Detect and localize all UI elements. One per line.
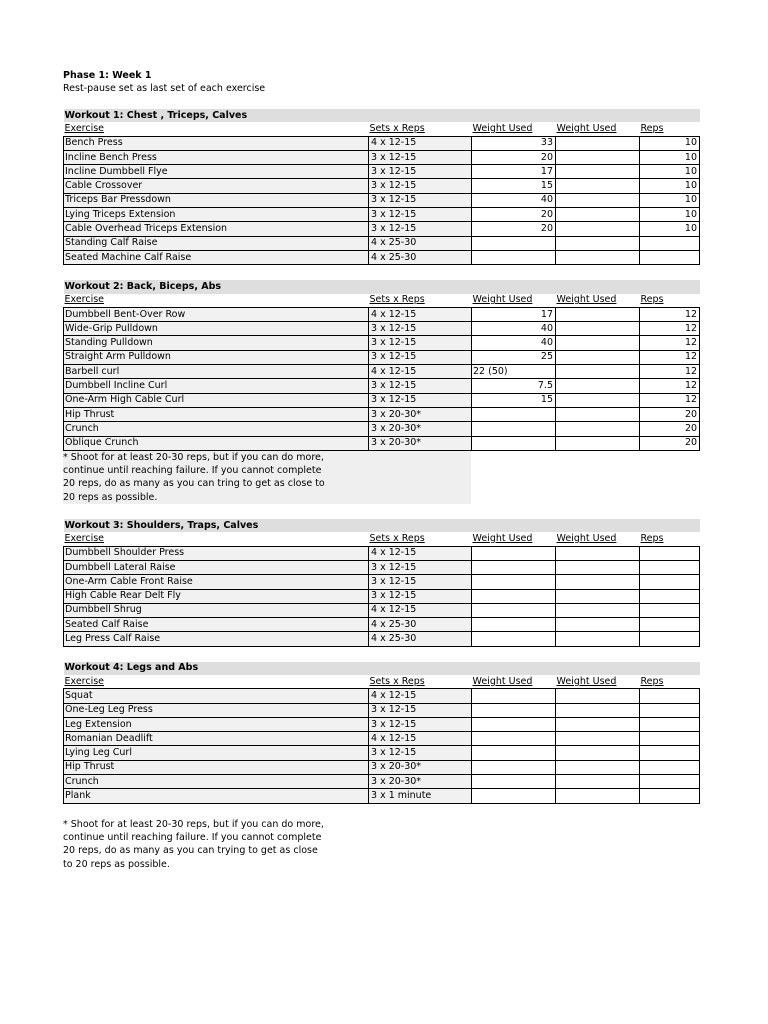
cell-exercise: High Cable Rear Delt Fly: [64, 589, 369, 603]
cell-sets: 3 x 12-15: [369, 336, 472, 350]
note-line: continue until reaching failure. If you cannot complete: [63, 465, 322, 477]
table-row: [64, 193, 700, 207]
cell-weight1: [472, 632, 556, 646]
cell-reps: 20: [640, 407, 700, 421]
cell-exercise: Crunch: [64, 775, 369, 789]
cell-reps: [640, 717, 700, 731]
cell-exercise: Seated Calf Raise: [64, 618, 369, 632]
cell-reps: 10: [640, 179, 700, 193]
cell-exercise: Hip Thrust: [64, 760, 369, 774]
cell-reps: 12: [640, 379, 700, 393]
cell-weight2: [556, 208, 640, 222]
cell-reps: 20: [640, 422, 700, 436]
cell-sets: 3 x 12-15: [369, 717, 472, 731]
cell-reps: [640, 789, 700, 803]
footnote-line: 20 reps, do as many as you can trying to get as close: [63, 845, 318, 857]
column-header-exercise: Exercise: [64, 675, 105, 687]
cell-sets: 4 x 12-15: [369, 136, 472, 150]
cell-weight2: [556, 393, 640, 407]
table-row: [64, 307, 700, 321]
cell-weight2: [556, 560, 640, 574]
cell-sets: 3 x 20-30*: [369, 760, 472, 774]
cell-weight2: [556, 193, 640, 207]
cell-sets: 3 x 1 minute: [369, 789, 472, 803]
cell-reps: [640, 703, 700, 717]
cell-weight2: [556, 422, 640, 436]
cell-sets: 3 x 12-15: [369, 350, 472, 364]
cell-weight1: [472, 717, 556, 731]
cell-reps: [640, 632, 700, 646]
column-header-weight1: Weight Used: [472, 294, 533, 306]
column-headers: [64, 532, 700, 546]
table-row: [64, 632, 700, 646]
cell-weight1: [472, 760, 556, 774]
cell-exercise: Bench Press: [64, 136, 369, 150]
cell-weight1: [472, 775, 556, 789]
cell-reps: [640, 732, 700, 746]
cell-reps: 10: [640, 208, 700, 222]
cell-weight2: [556, 150, 640, 164]
cell-weight1: [472, 603, 556, 617]
cell-weight2: [556, 336, 640, 350]
cell-reps: 10: [640, 150, 700, 164]
cell-sets: 3 x 20-30*: [369, 436, 472, 450]
cell-exercise: Dumbbell Lateral Raise: [64, 560, 369, 574]
cell-weight2: [556, 222, 640, 236]
cell-reps: 10: [640, 222, 700, 236]
note-line: * Shoot for at least 20-30 reps, but if you can do more,: [63, 451, 324, 463]
cell-weight1: [472, 789, 556, 803]
cell-exercise: One-Leg Leg Press: [64, 703, 369, 717]
cell-reps: 12: [640, 322, 700, 336]
cell-reps: 12: [640, 350, 700, 364]
table-row: [64, 336, 700, 350]
cell-sets: 3 x 20-30*: [369, 407, 472, 421]
cell-exercise: Dumbbell Shoulder Press: [64, 546, 369, 560]
table-row: [64, 589, 700, 603]
cell-weight2: [556, 632, 640, 646]
workout-table: [63, 280, 700, 451]
table-row: [64, 618, 700, 632]
cell-reps: [640, 603, 700, 617]
cell-reps: 12: [640, 365, 700, 379]
cell-weight1: [472, 436, 556, 450]
column-headers: [64, 122, 700, 136]
workout-title: Workout 4: Legs and Abs: [64, 662, 700, 675]
table-row: [64, 365, 700, 379]
cell-weight1: [472, 689, 556, 703]
cell-weight2: [556, 575, 640, 589]
cell-exercise: Straight Arm Pulldown: [64, 350, 369, 364]
cell-reps: [640, 746, 700, 760]
table-row: [64, 150, 700, 164]
cell-weight1: [472, 618, 556, 632]
cell-weight2: [556, 136, 640, 150]
cell-sets: 3 x 12-15: [369, 575, 472, 589]
column-header-weight2: Weight Used: [556, 122, 617, 134]
cell-sets: 4 x 25-30: [369, 236, 472, 250]
table-row: [64, 179, 700, 193]
cell-weight1: [472, 589, 556, 603]
column-header-sets: Sets x Reps: [369, 122, 425, 134]
cell-weight2: [556, 618, 640, 632]
cell-weight2: [556, 732, 640, 746]
workout-title: Workout 3: Shoulders, Traps, Calves: [64, 519, 700, 532]
cell-weight2: [556, 589, 640, 603]
column-headers: [64, 294, 700, 308]
column-header-weight1: Weight Used: [472, 122, 533, 134]
column-header-weight2: Weight Used: [556, 294, 617, 306]
cell-reps: [640, 689, 700, 703]
cell-sets: 3 x 12-15: [369, 703, 472, 717]
cell-exercise: Cable Crossover: [64, 179, 369, 193]
cell-weight2: [556, 365, 640, 379]
cell-sets: 3 x 12-15: [369, 193, 472, 207]
cell-exercise: Standing Calf Raise: [64, 236, 369, 250]
cell-reps: [640, 236, 700, 250]
cell-exercise: Romanian Deadlift: [64, 732, 369, 746]
column-header-reps: Reps: [640, 294, 664, 306]
column-header-sets: Sets x Reps: [369, 675, 425, 687]
cell-exercise: One-Arm High Cable Curl: [64, 393, 369, 407]
workout-table: [63, 519, 700, 647]
cell-weight1: [472, 575, 556, 589]
table-row: [64, 208, 700, 222]
table-row: [64, 603, 700, 617]
cell-weight1: [472, 732, 556, 746]
column-header-sets: Sets x Reps: [369, 532, 425, 544]
cell-exercise: Dumbbell Shrug: [64, 603, 369, 617]
cell-sets: 4 x 12-15: [369, 603, 472, 617]
cell-weight2: [556, 407, 640, 421]
cell-weight1: 20: [472, 208, 556, 222]
cell-sets: 4 x 12-15: [369, 365, 472, 379]
table-row: [64, 789, 700, 803]
table-row: [64, 560, 700, 574]
table-row: [64, 732, 700, 746]
workout-document: [63, 69, 699, 871]
cell-weight1: 25: [472, 350, 556, 364]
cell-reps: 10: [640, 193, 700, 207]
cell-reps: 20: [640, 436, 700, 450]
cell-reps: [640, 589, 700, 603]
table-row: [64, 350, 700, 364]
column-header-sets: Sets x Reps: [369, 294, 425, 306]
cell-sets: 3 x 12-15: [369, 165, 472, 179]
workout-table: [63, 109, 700, 265]
cell-weight1: 40: [472, 322, 556, 336]
cell-exercise: Squat: [64, 689, 369, 703]
cell-exercise: Cable Overhead Triceps Extension: [64, 222, 369, 236]
footnote-line: continue until reaching failure. If you cannot complete: [63, 831, 322, 843]
cell-weight1: [472, 236, 556, 250]
workout-sections: [63, 109, 699, 804]
cell-weight1: [472, 703, 556, 717]
cell-exercise: Dumbbell Bent-Over Row: [64, 307, 369, 321]
cell-sets: 3 x 12-15: [369, 208, 472, 222]
cell-weight1: 7.5: [472, 379, 556, 393]
column-header-exercise: Exercise: [64, 532, 105, 544]
workout-section: [63, 662, 699, 804]
cell-sets: 3 x 12-15: [369, 222, 472, 236]
cell-exercise: Hip Thrust: [64, 407, 369, 421]
cell-exercise: Wide-Grip Pulldown: [64, 322, 369, 336]
cell-sets: 4 x 25-30: [369, 632, 472, 646]
table-row: [64, 250, 700, 264]
cell-exercise: Lying Triceps Extension: [64, 208, 369, 222]
cell-weight1: 40: [472, 336, 556, 350]
footnote: [63, 818, 699, 871]
cell-weight1: [472, 250, 556, 264]
workout-header: [64, 662, 700, 675]
cell-reps: 10: [640, 136, 700, 150]
cell-reps: [640, 250, 700, 264]
cell-sets: 3 x 12-15: [369, 746, 472, 760]
cell-weight1: 20: [472, 222, 556, 236]
cell-reps: [640, 760, 700, 774]
cell-weight2: [556, 307, 640, 321]
cell-weight2: [556, 775, 640, 789]
table-row: [64, 407, 700, 421]
column-header-reps: Reps: [640, 675, 664, 687]
note-line: 20 reps, do as many as you can tring to get as close to: [63, 478, 325, 490]
cell-sets: 4 x 12-15: [369, 732, 472, 746]
cell-weight2: [556, 789, 640, 803]
workout-section: [63, 109, 699, 265]
table-row: [64, 322, 700, 336]
cell-sets: 3 x 12-15: [369, 179, 472, 193]
note-line: 20 reps as possible.: [63, 491, 158, 503]
table-row: [64, 236, 700, 250]
cell-reps: 12: [640, 307, 700, 321]
table-row: [64, 422, 700, 436]
cell-sets: 3 x 12-15: [369, 393, 472, 407]
cell-reps: 12: [640, 393, 700, 407]
workout-section: [63, 280, 699, 504]
cell-sets: 4 x 12-15: [369, 307, 472, 321]
table-row: [64, 717, 700, 731]
cell-exercise: Oblique Crunch: [64, 436, 369, 450]
cell-reps: [640, 575, 700, 589]
cell-sets: 3 x 20-30*: [369, 775, 472, 789]
cell-reps: [640, 618, 700, 632]
column-header-weight1: Weight Used: [472, 532, 533, 544]
cell-weight1: 15: [472, 179, 556, 193]
column-headers: [64, 675, 700, 689]
cell-weight1: [472, 746, 556, 760]
cell-sets: 3 x 12-15: [369, 560, 472, 574]
cell-weight2: [556, 179, 640, 193]
cell-reps: [640, 775, 700, 789]
table-row: [64, 775, 700, 789]
cell-exercise: Crunch: [64, 422, 369, 436]
table-row: [64, 436, 700, 450]
table-row: [64, 746, 700, 760]
cell-sets: 4 x 12-15: [369, 689, 472, 703]
cell-sets: 4 x 25-30: [369, 618, 472, 632]
cell-weight2: [556, 546, 640, 560]
footnote-line: * Shoot for at least 20-30 reps, but if you can do more,: [63, 818, 324, 830]
cell-weight2: [556, 250, 640, 264]
column-header-weight2: Weight Used: [556, 532, 617, 544]
column-header-weight2: Weight Used: [556, 675, 617, 687]
table-row: [64, 165, 700, 179]
cell-weight2: [556, 379, 640, 393]
cell-exercise: Barbell curl: [64, 365, 369, 379]
cell-weight2: [556, 165, 640, 179]
cell-weight2: [556, 236, 640, 250]
cell-sets: 3 x 12-15: [369, 589, 472, 603]
cell-exercise: Leg Press Calf Raise: [64, 632, 369, 646]
cell-weight2: [556, 350, 640, 364]
table-row: [64, 393, 700, 407]
workout-title: Workout 2: Back, Biceps, Abs: [64, 280, 700, 293]
cell-exercise: Seated Machine Calf Raise: [64, 250, 369, 264]
table-row: [64, 760, 700, 774]
cell-weight1: [472, 422, 556, 436]
footnote-line: to 20 reps as possible.: [63, 858, 170, 870]
cell-exercise: Standing Pulldown: [64, 336, 369, 350]
cell-sets: 4 x 12-15: [369, 546, 472, 560]
cell-reps: 12: [640, 336, 700, 350]
cell-weight2: [556, 689, 640, 703]
cell-weight1: 17: [472, 165, 556, 179]
cell-exercise: Lying Leg Curl: [64, 746, 369, 760]
cell-exercise: Incline Dumbbell Flye: [64, 165, 369, 179]
cell-weight1: 15: [472, 393, 556, 407]
cell-weight1: [472, 407, 556, 421]
column-header-exercise: Exercise: [64, 294, 105, 306]
cell-weight1: [472, 560, 556, 574]
cell-weight1: [472, 546, 556, 560]
column-header-weight1: Weight Used: [472, 675, 533, 687]
cell-reps: 10: [640, 165, 700, 179]
column-header-reps: Reps: [640, 532, 664, 544]
workout-note: [63, 451, 471, 504]
workout-header: [64, 280, 700, 293]
table-row: [64, 379, 700, 393]
column-header-exercise: Exercise: [64, 122, 105, 134]
cell-sets: 3 x 12-15: [369, 379, 472, 393]
cell-weight1: 40: [472, 193, 556, 207]
cell-sets: 3 x 12-15: [369, 322, 472, 336]
cell-sets: 4 x 25-30: [369, 250, 472, 264]
cell-exercise: Leg Extension: [64, 717, 369, 731]
table-row: [64, 703, 700, 717]
cell-weight2: [556, 603, 640, 617]
cell-reps: [640, 560, 700, 574]
table-row: [64, 546, 700, 560]
cell-weight2: [556, 322, 640, 336]
workout-title: Workout 1: Chest , Triceps, Calves: [64, 109, 700, 122]
page-subtitle: Rest-pause set as last set of each exercise: [63, 83, 266, 94]
workout-header: [64, 519, 700, 532]
cell-weight2: [556, 760, 640, 774]
cell-exercise: Dumbbell Incline Curl: [64, 379, 369, 393]
cell-exercise: Triceps Bar Pressdown: [64, 193, 369, 207]
workout-header: [64, 109, 700, 122]
cell-weight1: 17: [472, 307, 556, 321]
cell-reps: [640, 546, 700, 560]
cell-sets: 3 x 12-15: [369, 150, 472, 164]
workout-section: [63, 519, 699, 647]
cell-weight1: 22 (50): [472, 365, 556, 379]
cell-sets: 3 x 20-30*: [369, 422, 472, 436]
cell-weight2: [556, 746, 640, 760]
cell-weight1: 33: [472, 136, 556, 150]
cell-weight2: [556, 717, 640, 731]
table-row: [64, 575, 700, 589]
table-row: [64, 689, 700, 703]
table-row: [64, 222, 700, 236]
cell-weight2: [556, 703, 640, 717]
table-row: [64, 136, 700, 150]
page-title: Phase 1: Week 1: [63, 70, 152, 81]
cell-weight2: [556, 436, 640, 450]
column-header-reps: Reps: [640, 122, 664, 134]
cell-exercise: One-Arm Cable Front Raise: [64, 575, 369, 589]
cell-weight1: 20: [472, 150, 556, 164]
workout-table: [63, 662, 700, 804]
cell-exercise: Incline Bench Press: [64, 150, 369, 164]
cell-exercise: Plank: [64, 789, 369, 803]
